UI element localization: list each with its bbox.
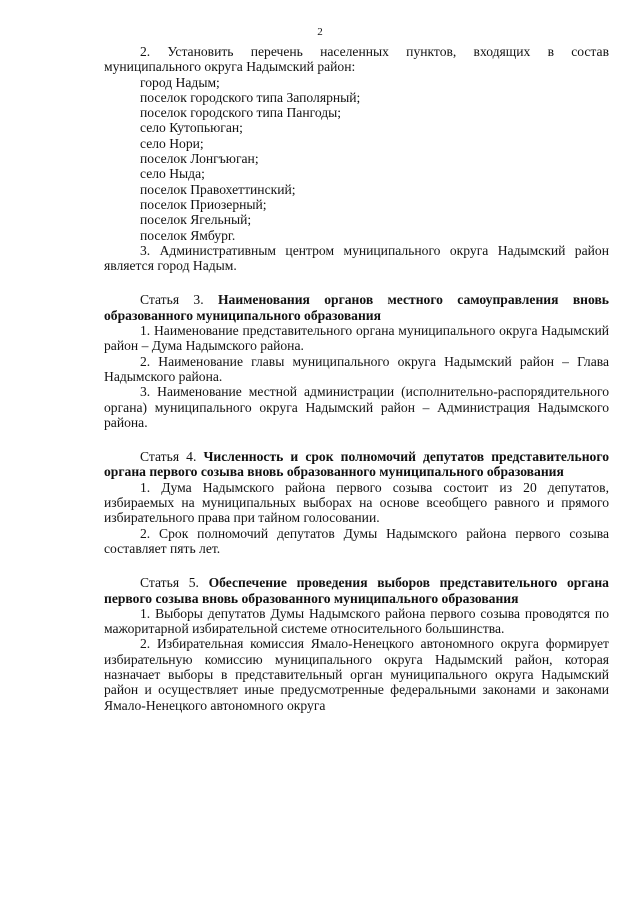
article-4-heading <box>104 449 609 480</box>
list-item: село Нори; <box>140 135 204 151</box>
settlement-list <box>140 75 609 243</box>
list-item: поселок Лонгъюган; <box>140 151 259 167</box>
article-5-item: 1. Выборы депутатов Думы Надымского района первого созыва проводятся по мажоритарной избирательной системе относительного большинства. <box>104 605 609 637</box>
article-5-item: 2. Избирательная комиссия Ямало-Ненецкого автономного округа формирует избирательную комиссию муниципального округа Надымский район, которая назначает выборы в представительный орган муниципального округа Надымский район и осуществляет иные предусмотренные федеральными законами и законами Ямало-Ненецкого автономного округа <box>104 636 609 713</box>
list-item: поселок Приозерный; <box>140 196 267 212</box>
article-5-title: Обеспечение проведения выборов представительного органа первого созыва вновь образованного муниципального образования <box>104 575 609 606</box>
list-item: поселок Ягельный; <box>140 212 252 228</box>
document-body <box>104 44 609 713</box>
article-4-label: Статья 4. <box>140 449 197 465</box>
list-item: село Кутопьюган; <box>140 120 243 136</box>
paragraph-3: 3. Административным центром муниципального округа Надымский район является город Надым. <box>104 242 609 274</box>
list-item: село Ныда; <box>140 166 205 182</box>
article-3-item: 3. Наименование местной администрации (исполнительно-распорядительного органа) муниципального округа Надымский район – Администрация Надымского района. <box>104 384 609 430</box>
article-4-item: 2. Срок полномочий депутатов Думы Надымского района первого созыва составляет пять лет. <box>104 525 609 556</box>
list-item: поселок городского типа Пангоды; <box>140 105 342 121</box>
list-item: поселок городского типа Заполярный; <box>140 89 361 105</box>
article-3-label: Статья 3. <box>140 292 204 308</box>
article-5-label: Статья 5. <box>140 575 199 591</box>
article-3-title: Наименования органов местного самоуправления вновь образованного муниципального образования <box>104 292 609 323</box>
list-item: город Надым; <box>140 74 220 90</box>
list-item: поселок Ямбург. <box>140 227 236 243</box>
article-3-item: 2. Наименование главы муниципального округа Надымский район – Глава Надымского района. <box>104 353 609 384</box>
page-number: 2 <box>317 26 323 38</box>
article-4-title: Численность и срок полномочий депутатов представительного органа первого созыва вновь образованного муниципального образования <box>104 449 609 480</box>
list-item: поселок Правохеттинский; <box>140 181 296 197</box>
article-5-heading <box>104 575 609 606</box>
article-4-item: 1. Дума Надымского района первого созыва состоит из 20 депутатов, избираемых на муниципальных выборах на основе всеобщего равного и прямого избирательного права при тайном голосовании. <box>104 479 609 526</box>
paragraph-2-intro: 2. Установить перечень населенных пунктов, входящих в состав муниципального округа Надымский район: <box>104 44 609 75</box>
article-3-item: 1. Наименование представительного органа муниципального округа Надымский район – Дума Надымского района. <box>104 323 609 354</box>
article-3-heading <box>104 292 609 323</box>
